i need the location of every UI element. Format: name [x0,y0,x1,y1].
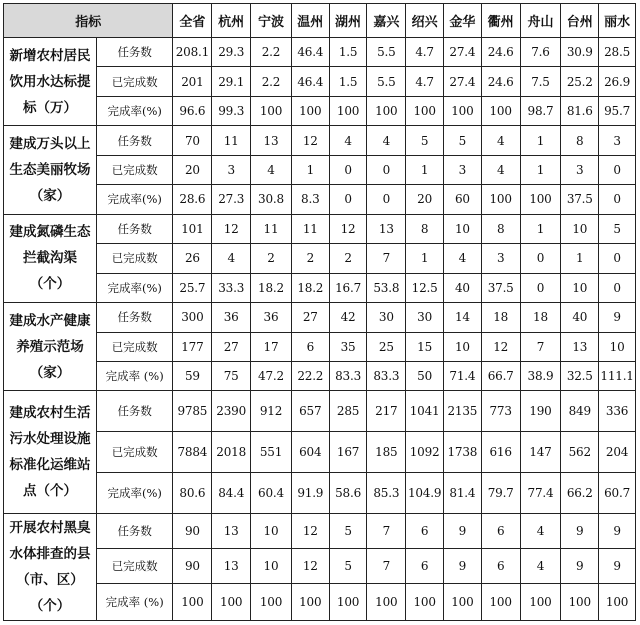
value-cell: 12 [291,514,329,549]
value-cell: 217 [367,391,406,432]
value-cell: 9 [599,549,636,584]
value-cell: 37.5 [561,185,599,214]
value-cell: 0 [329,155,367,184]
value-cell: 18 [520,303,561,332]
metric-label: 任务数 [96,514,173,549]
metric-label: 完成率(%) [96,185,173,214]
value-cell: 22.2 [291,361,329,390]
value-cell: 616 [481,432,520,473]
header-region: 丽水 [599,4,636,38]
value-cell: 2018 [212,432,251,473]
table-row [4,214,636,243]
value-cell: 8.3 [291,185,329,214]
value-cell: 24.6 [481,38,520,67]
value-cell: 13 [561,332,599,361]
value-cell: 32.5 [561,361,599,390]
value-cell: 25 [367,332,406,361]
value-cell: 50 [406,361,444,390]
table-row [4,155,636,184]
value-cell: 100 [481,96,520,125]
value-cell: 30.9 [561,38,599,67]
indicator-label: 建成万头以上生态美丽牧场（家） [4,126,97,214]
value-cell: 66.2 [561,472,599,514]
value-cell: 7.6 [520,38,561,67]
header-region: 宁波 [251,4,292,38]
value-cell: 100 [520,185,561,214]
header-region: 全省 [173,4,212,38]
value-cell: 5 [329,514,367,549]
value-cell: 1 [520,155,561,184]
indicator-label: 建成水产健康养殖示范场（家） [4,303,97,391]
value-cell: 204 [599,432,636,473]
value-cell: 9 [444,549,482,584]
value-cell: 4 [251,155,292,184]
value-cell: 29.1 [212,67,251,96]
value-cell: 15 [406,332,444,361]
value-cell: 42 [329,303,367,332]
indicator-label: 建成氮磷生态拦截沟渠（个） [4,214,97,302]
value-cell: 18.2 [251,273,292,302]
value-cell: 9 [561,514,599,549]
table-row [4,244,636,273]
value-cell: 12 [212,214,251,243]
value-cell: 46.4 [291,67,329,96]
value-cell: 28.6 [173,185,212,214]
table-row [4,514,636,549]
value-cell: 9785 [173,391,212,432]
value-cell: 10 [444,332,482,361]
value-cell: 12 [291,549,329,584]
table-row [4,391,636,432]
value-cell: 6 [481,549,520,584]
value-cell: 0 [367,185,406,214]
value-cell: 4 [481,155,520,184]
metric-label: 已完成数 [96,432,173,473]
value-cell: 285 [329,391,367,432]
value-cell: 10 [251,549,292,584]
value-cell: 100 [251,96,292,125]
value-cell: 111.1 [599,361,636,390]
value-cell: 27.4 [444,38,482,67]
metric-label: 任务数 [96,214,173,243]
value-cell: 0 [599,185,636,214]
value-cell: 36 [212,303,251,332]
value-cell: 4.7 [406,38,444,67]
value-cell: 100 [481,185,520,214]
metric-label: 完成率(%) [96,273,173,302]
table-row [4,38,636,67]
value-cell: 10 [444,214,482,243]
value-cell: 190 [520,391,561,432]
value-cell: 6 [291,332,329,361]
value-cell: 5 [444,126,482,155]
value-cell: 9 [599,514,636,549]
value-cell: 2 [251,244,292,273]
value-cell: 37.5 [481,273,520,302]
value-cell: 9 [561,549,599,584]
value-cell: 100 [599,583,636,620]
value-cell: 7 [367,514,406,549]
value-cell: 7 [520,332,561,361]
value-cell: 70 [173,126,212,155]
metric-label: 完成率(%) [96,96,173,125]
metric-label: 已完成数 [96,332,173,361]
value-cell: 12 [291,126,329,155]
value-cell: 9 [599,303,636,332]
value-cell: 29.3 [212,38,251,67]
value-cell: 3 [444,155,482,184]
value-cell: 604 [291,432,329,473]
value-cell: 5 [599,214,636,243]
value-cell: 1 [406,155,444,184]
value-cell: 66.7 [481,361,520,390]
value-cell: 24.6 [481,67,520,96]
value-cell: 47.2 [251,361,292,390]
value-cell: 20 [173,155,212,184]
value-cell: 336 [599,391,636,432]
value-cell: 100 [251,583,292,620]
value-cell: 101 [173,214,212,243]
value-cell: 14 [444,303,482,332]
value-cell: 912 [251,391,292,432]
value-cell: 1738 [444,432,482,473]
table-row [4,332,636,361]
value-cell: 18.2 [291,273,329,302]
value-cell: 5.5 [367,38,406,67]
value-cell: 60.4 [251,472,292,514]
value-cell: 0 [367,155,406,184]
value-cell: 208.1 [173,38,212,67]
value-cell: 13 [212,514,251,549]
value-cell: 4 [444,244,482,273]
value-cell: 91.9 [291,472,329,514]
value-cell: 0 [520,244,561,273]
value-cell: 167 [329,432,367,473]
value-cell: 98.7 [520,96,561,125]
header-region: 金华 [444,4,482,38]
value-cell: 100 [481,583,520,620]
header-region: 舟山 [520,4,561,38]
value-cell: 18 [481,303,520,332]
value-cell: 2 [291,244,329,273]
value-cell: 1.5 [329,67,367,96]
header-region: 台州 [561,4,599,38]
value-cell: 201 [173,67,212,96]
value-cell: 562 [561,432,599,473]
value-cell: 100 [329,96,367,125]
table-row [4,583,636,620]
value-cell: 11 [251,214,292,243]
value-cell: 53.8 [367,273,406,302]
value-cell: 13 [367,214,406,243]
value-cell: 100 [329,583,367,620]
value-cell: 0 [329,185,367,214]
value-cell: 100 [291,96,329,125]
value-cell: 1092 [406,432,444,473]
value-cell: 36 [251,303,292,332]
value-cell: 147 [520,432,561,473]
value-cell: 90 [173,549,212,584]
table-row [4,273,636,302]
value-cell: 13 [212,549,251,584]
value-cell: 60.7 [599,472,636,514]
value-cell: 1041 [406,391,444,432]
value-cell: 773 [481,391,520,432]
value-cell: 1 [520,126,561,155]
header-indicator-label: 指标 [4,4,173,38]
table-row [4,472,636,514]
value-cell: 38.9 [520,361,561,390]
header-region: 温州 [291,4,329,38]
value-cell: 177 [173,332,212,361]
value-cell: 100 [173,583,212,620]
value-cell: 6 [406,549,444,584]
value-cell: 81.4 [444,472,482,514]
value-cell: 104.9 [406,472,444,514]
table-body [4,38,636,621]
value-cell: 13 [251,126,292,155]
value-cell: 1 [561,244,599,273]
value-cell: 4 [520,514,561,549]
value-cell: 46.4 [291,38,329,67]
metric-label: 完成率(%) [96,472,173,514]
value-cell: 71.4 [444,361,482,390]
value-cell: 100 [561,583,599,620]
value-cell: 30 [367,303,406,332]
table-row [4,67,636,96]
table-row [4,303,636,332]
metric-label: 完成率 (%) [96,361,173,390]
value-cell: 77.4 [520,472,561,514]
value-cell: 8 [561,126,599,155]
value-cell: 83.3 [329,361,367,390]
value-cell: 1 [520,214,561,243]
value-cell: 17 [251,332,292,361]
metric-label: 任务数 [96,391,173,432]
value-cell: 26.9 [599,67,636,96]
value-cell: 4 [367,126,406,155]
value-cell: 81.6 [561,96,599,125]
value-cell: 8 [481,214,520,243]
value-cell: 9 [444,514,482,549]
value-cell: 0 [599,244,636,273]
header-row [4,4,636,38]
value-cell: 90 [173,514,212,549]
value-cell: 100 [367,583,406,620]
value-cell: 12 [329,214,367,243]
value-cell: 7 [367,244,406,273]
value-cell: 83.3 [367,361,406,390]
metric-label: 任务数 [96,38,173,67]
value-cell: 85.3 [367,472,406,514]
value-cell: 16.7 [329,273,367,302]
table-row [4,549,636,584]
value-cell: 1 [291,155,329,184]
value-cell: 3 [599,126,636,155]
value-cell: 11 [212,126,251,155]
value-cell: 35 [329,332,367,361]
value-cell: 10 [251,514,292,549]
value-cell: 27.3 [212,185,251,214]
value-cell: 5 [406,126,444,155]
value-cell: 27.4 [444,67,482,96]
value-cell: 79.7 [481,472,520,514]
metric-label: 已完成数 [96,155,173,184]
value-cell: 7.5 [520,67,561,96]
value-cell: 30.8 [251,185,292,214]
value-cell: 25.7 [173,273,212,302]
value-cell: 3 [212,155,251,184]
value-cell: 849 [561,391,599,432]
value-cell: 657 [291,391,329,432]
value-cell: 300 [173,303,212,332]
value-cell: 8 [406,214,444,243]
value-cell: 5.5 [367,67,406,96]
value-cell: 2390 [212,391,251,432]
value-cell: 2.2 [251,38,292,67]
value-cell: 185 [367,432,406,473]
value-cell: 4 [329,126,367,155]
value-cell: 75 [212,361,251,390]
value-cell: 26 [173,244,212,273]
value-cell: 100 [406,96,444,125]
value-cell: 100 [444,96,482,125]
value-cell: 84.4 [212,472,251,514]
value-cell: 60 [444,185,482,214]
value-cell: 7884 [173,432,212,473]
value-cell: 0 [599,155,636,184]
value-cell: 28.5 [599,38,636,67]
value-cell: 100 [406,583,444,620]
value-cell: 100 [367,96,406,125]
value-cell: 4.7 [406,67,444,96]
value-cell: 27 [291,303,329,332]
value-cell: 40 [561,303,599,332]
value-cell: 33.3 [212,273,251,302]
value-cell: 10 [599,332,636,361]
header-region: 嘉兴 [367,4,406,38]
value-cell: 40 [444,273,482,302]
table-row [4,361,636,390]
table-row [4,432,636,473]
value-cell: 2.2 [251,67,292,96]
table-row [4,185,636,214]
value-cell: 12.5 [406,273,444,302]
value-cell: 0 [599,273,636,302]
value-cell: 6 [481,514,520,549]
value-cell: 10 [561,273,599,302]
value-cell: 5 [329,549,367,584]
value-cell: 100 [212,583,251,620]
value-cell: 1.5 [329,38,367,67]
value-cell: 1 [406,244,444,273]
value-cell: 6 [406,514,444,549]
value-cell: 4 [520,549,561,584]
value-cell: 2 [329,244,367,273]
value-cell: 100 [291,583,329,620]
value-cell: 0 [520,273,561,302]
value-cell: 7 [367,549,406,584]
value-cell: 551 [251,432,292,473]
header-region: 湖州 [329,4,367,38]
value-cell: 59 [173,361,212,390]
indicator-label: 新增农村居民饮用水达标提标（万） [4,38,97,126]
value-cell: 80.6 [173,472,212,514]
value-cell: 100 [444,583,482,620]
table-row [4,96,636,125]
metric-label: 已完成数 [96,244,173,273]
progress-table [3,3,636,621]
value-cell: 100 [520,583,561,620]
value-cell: 95.7 [599,96,636,125]
metric-label: 已完成数 [96,67,173,96]
value-cell: 3 [481,244,520,273]
metric-label: 已完成数 [96,549,173,584]
metric-label: 任务数 [96,126,173,155]
value-cell: 20 [406,185,444,214]
value-cell: 4 [212,244,251,273]
value-cell: 11 [291,214,329,243]
value-cell: 99.3 [212,96,251,125]
table-row [4,126,636,155]
value-cell: 10 [561,214,599,243]
header-region: 衢州 [481,4,520,38]
value-cell: 27 [212,332,251,361]
value-cell: 4 [481,126,520,155]
indicator-label: 建成农村生活污水处理设施标准化运维站点（个） [4,391,97,514]
value-cell: 30 [406,303,444,332]
value-cell: 96.6 [173,96,212,125]
value-cell: 12 [481,332,520,361]
header-region: 杭州 [212,4,251,38]
value-cell: 58.6 [329,472,367,514]
value-cell: 3 [561,155,599,184]
value-cell: 2135 [444,391,482,432]
value-cell: 25.2 [561,67,599,96]
metric-label: 任务数 [96,303,173,332]
indicator-label: 开展农村黑臭水体排查的县（市、区）（个） [4,514,97,621]
header-region: 绍兴 [406,4,444,38]
metric-label: 完成率 (%) [96,583,173,620]
